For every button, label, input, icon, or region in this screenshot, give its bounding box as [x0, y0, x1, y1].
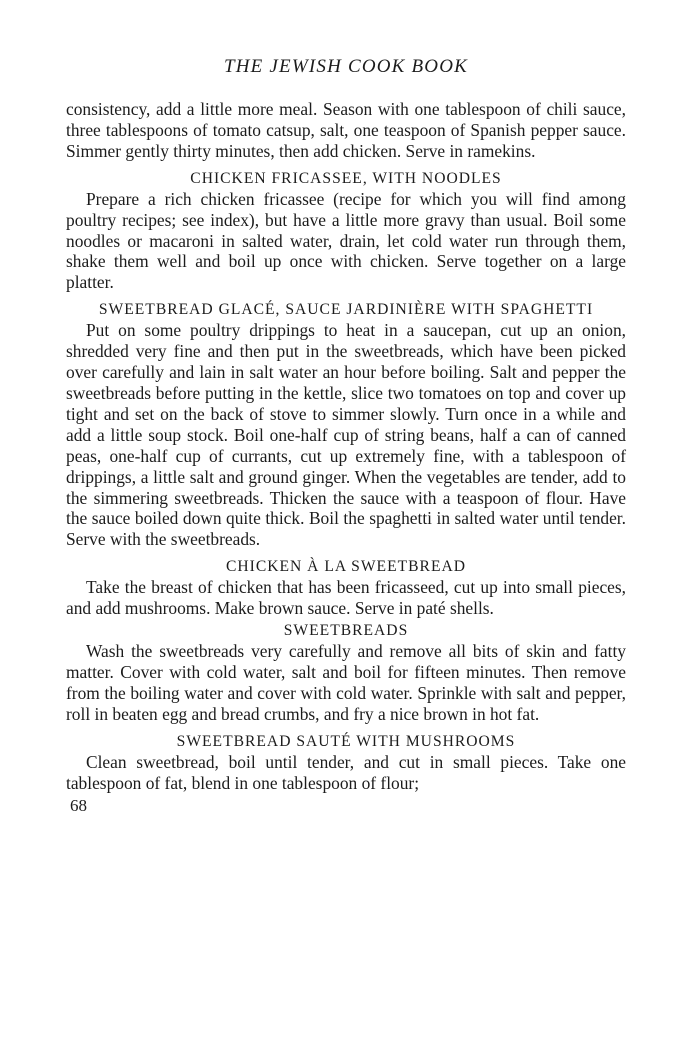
recipe-title: CHICKEN À LA SWEETBREAD — [225, 558, 466, 576]
page-number: 68 — [70, 796, 87, 816]
recipe-title: SWEETBREADS — [283, 622, 409, 640]
recipe-chicken-a-la-sweetbread — [66, 556, 626, 619]
running-head: THE JEWISH COOK BOOK — [223, 56, 469, 77]
recipe-title: SWEETBREAD SAUTÉ WITH MUSHROOMS — [176, 732, 516, 750]
recipe-body: Prepare a rich chicken fricassee (recipe for which you will find among poultry recipes; see index), but have a little more gravy than usual. Boil some noodles or macaroni in salted water, drain, let cold water run through them, shake them well and boil up once with chicken. Serve together on a large platter. — [66, 188, 626, 293]
recipe-body: Take the breast of chicken that has been fricasseed, cut up into small pieces, and add mushrooms. Make brown sauce. Serve in paté shells. — [66, 577, 626, 619]
recipe-body: Wash the sweetbreads very carefully and remove all bits of skin and fatty matter. Cover with cold water, salt and boil for fifteen minutes. Then remove from the boiling water and cover with cold water. Sprinkle with salt and pepper, roll in beaten egg and bread crumbs, and fry a nice brown in hot fat. — [66, 641, 626, 724]
book-page — [66, 56, 626, 816]
recipe-sweetbread-saute — [66, 731, 626, 794]
recipe-title: CHICKEN FRICASSEE, WITH NOODLES — [190, 169, 502, 187]
recipe-body: Clean sweetbread, boil until tender, and cut in small pieces. Take one tablespoon of fat, blend in one tablespoon of flour; — [66, 751, 626, 793]
recipe-sweetbread-glace — [66, 299, 626, 550]
recipe-chicken-fricassee — [66, 168, 626, 294]
recipe-sweetbreads — [66, 620, 626, 725]
continued-paragraph: consistency, add a little more meal. Season with one tablespoon of chili sauce, three tablespoons of tomato catsup, salt, one teaspoon of Spanish pepper sauce. Simmer gently thirty minutes, then add chicken. Serve in ramekins. — [66, 99, 626, 161]
recipe-body: Put on some poultry drippings to heat in a saucepan, cut up an onion, shredded very fine and then put in the sweetbreads, which have been picked over carefully and lain in salt water an hour before boiling. Salt and pepper the sweetbreads before putting in the kettle, slice two tomatoes on top and cover up tight and set on the back of stove to simmer slowly. Turn once in a while and add a little soup stock. Boil one-half cup of string beans, half a can of canned peas, one-half cup of currants, cut up extremely fine, with a tablespoon of drippings, a little salt and ground ginger. When the vegetables are tender, add to the simmering sweetbreads. Thicken the sauce with a teaspoon of flour. Have the sauce boiled down quite thick. Boil the spaghetti in salted water until tender. Serve with the sweetbreads. — [66, 320, 626, 550]
recipe-title: SWEETBREAD GLACÉ, SAUCE JARDINIÈRE WITH SPAGHETTI — [98, 301, 594, 319]
